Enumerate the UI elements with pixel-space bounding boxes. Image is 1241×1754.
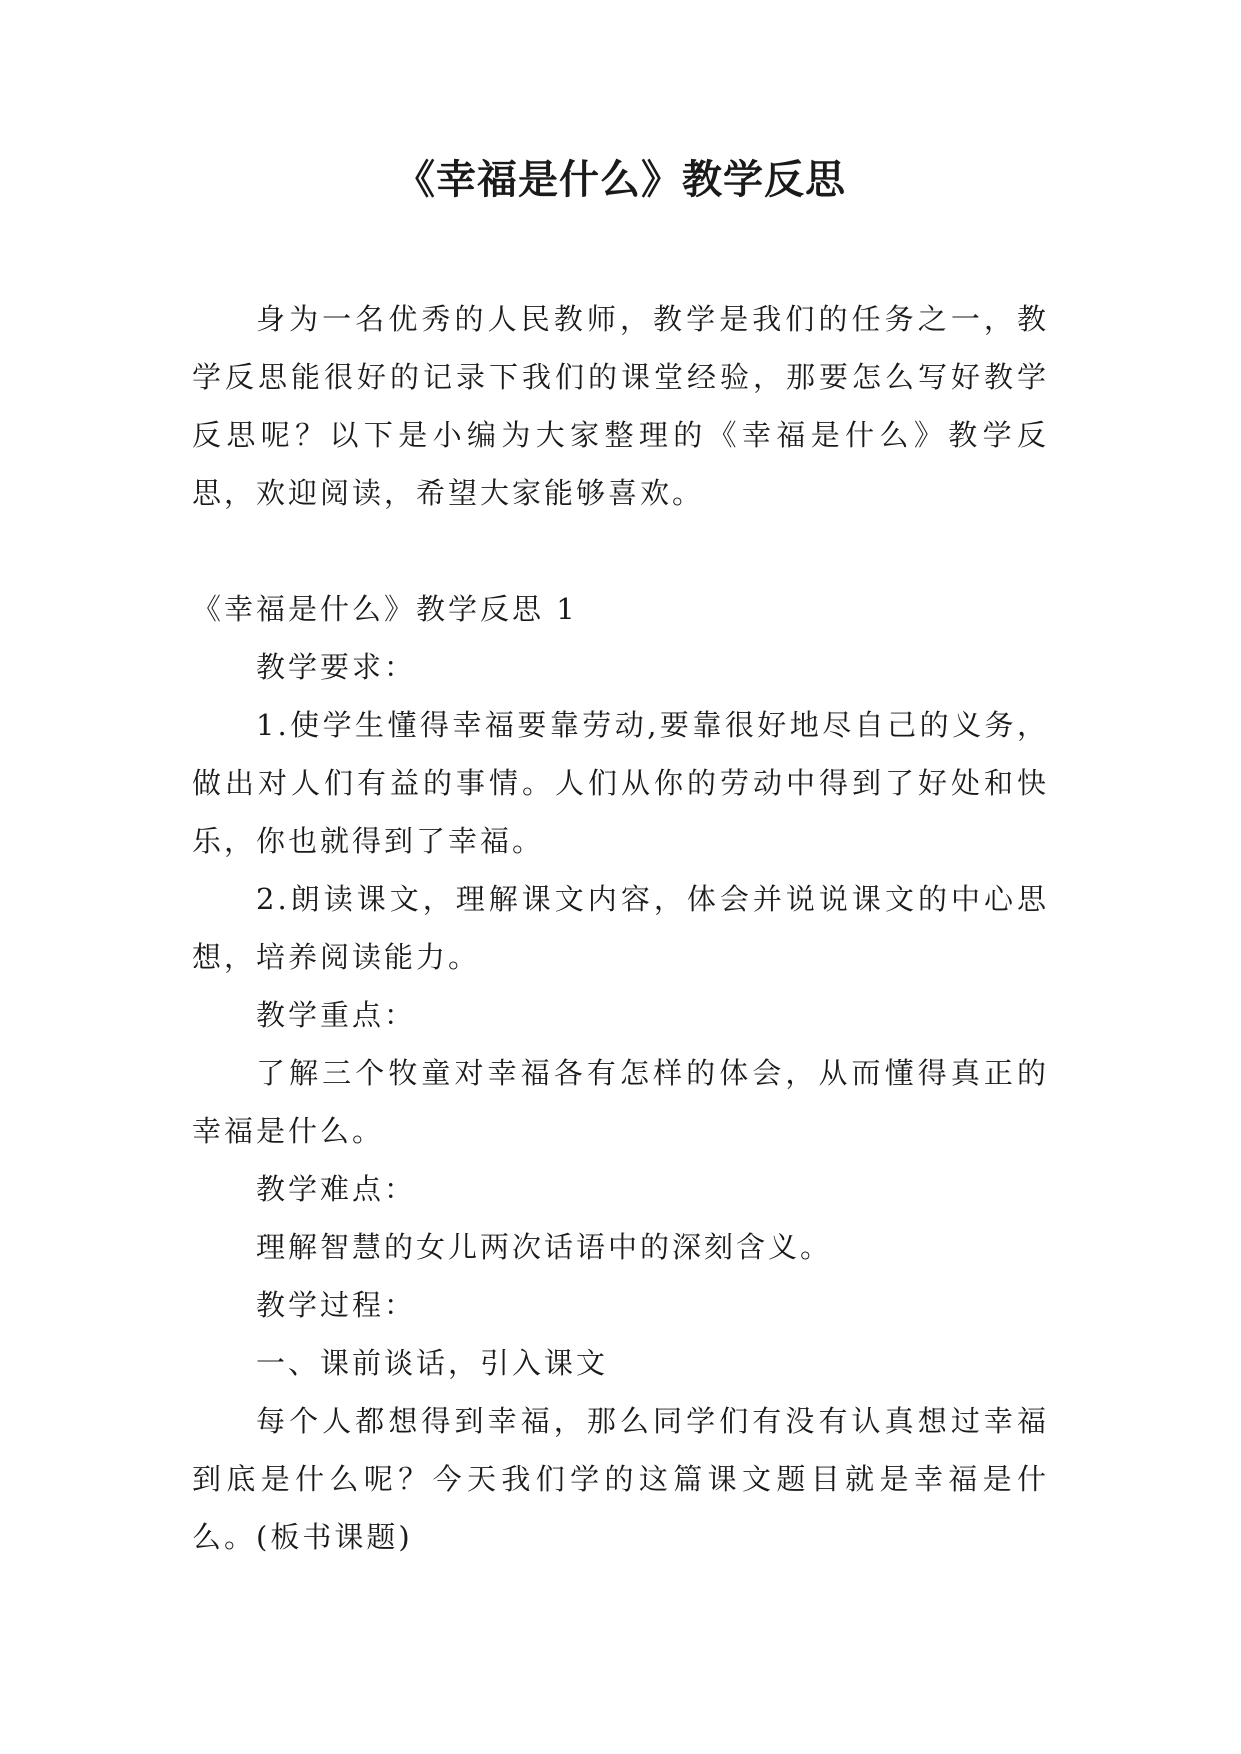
document-body <box>192 290 1049 1566</box>
heading-teaching-process: 教学过程： <box>256 1288 417 1322</box>
document-title: 《幸福是什么》教学反思 <box>395 157 846 203</box>
teaching-focus-text: 了解三个牧童对幸福各有怎样的体会，从而懂得真正的幸福是什么。 <box>192 1056 1049 1148</box>
section-heading: 《幸福是什么》教学反思 1 <box>192 592 578 626</box>
process-step-1-text: 每个人都想得到幸福，那么同学们有没有认真想过幸福到底是什么呢？今天我们学的这篇课文题目就是幸福是什么。(板书课题) <box>192 1404 1049 1554</box>
heading-teaching-requirements: 教学要求： <box>256 650 417 684</box>
teaching-difficulty-text: 理解智慧的女儿两次话语中的深刻含义。 <box>256 1230 833 1264</box>
intro-paragraph: 身为一名优秀的人民教师，教学是我们的任务之一，教学反思能很好的记录下我们的课堂经验，那要怎么写好教学反思呢？以下是小编为大家整理的《幸福是什么》教学反思，欢迎阅读，希望大家能够喜欢。 <box>192 302 1049 510</box>
process-step-1-heading: 一、课前谈话，引入课文 <box>256 1346 609 1380</box>
heading-teaching-focus: 教学重点： <box>256 998 417 1032</box>
requirement-item-1: 1.使学生懂得幸福要靠劳动,要靠很好地尽自己的义务，做出对人们有益的事情。人们从你的劳动中得到了好处和快乐，你也就得到了幸福。 <box>192 708 1049 858</box>
requirement-item-2: 2.朗读课文，理解课文内容，体会并说说课文的中心思想，培养阅读能力。 <box>192 882 1049 974</box>
heading-teaching-difficulty: 教学难点： <box>256 1172 417 1206</box>
